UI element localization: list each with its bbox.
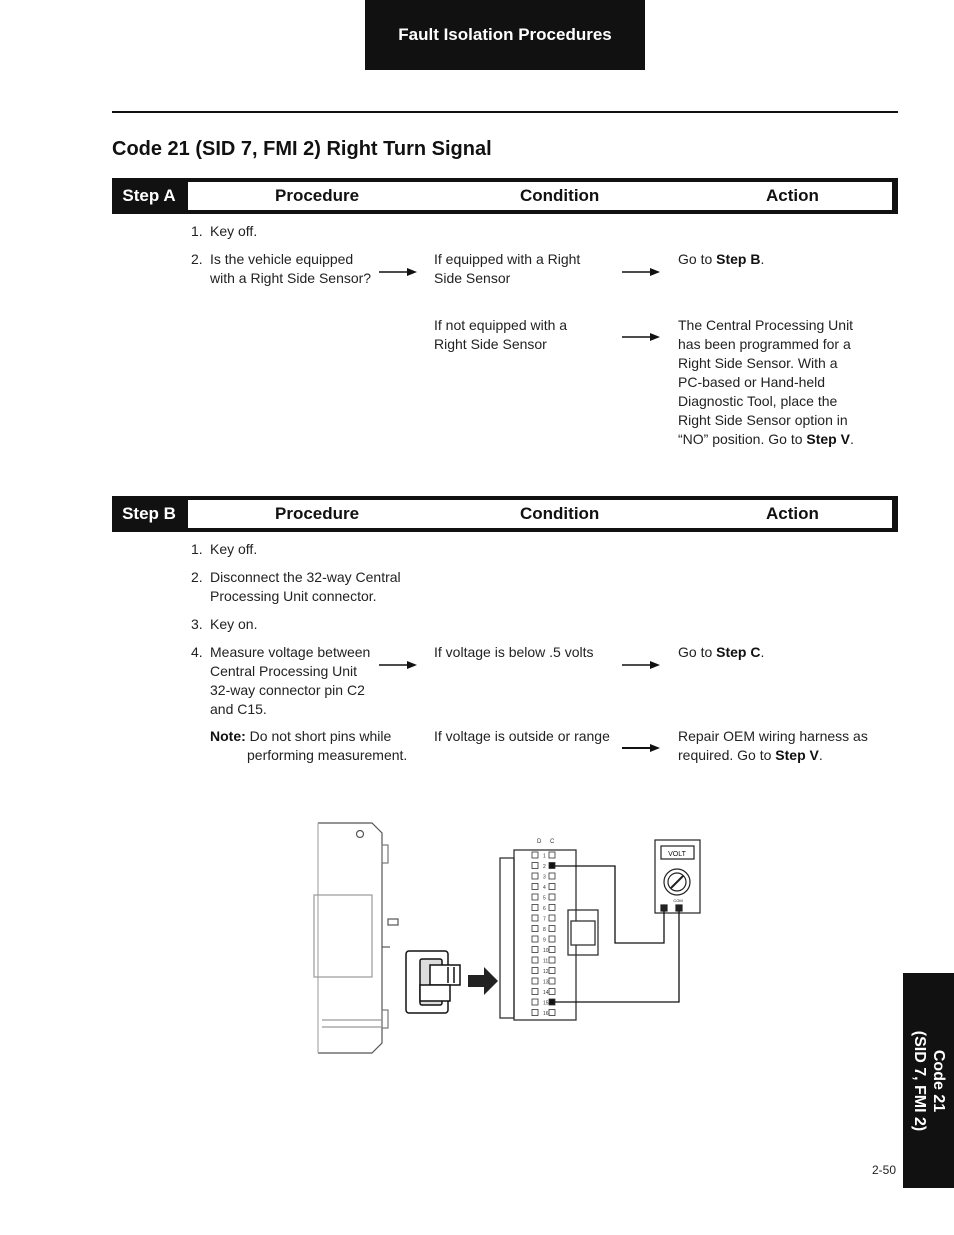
header-rule [112,111,898,113]
step-a-p1: Key off. [210,223,258,239]
step-b-a2: Repair OEM wiring harness as required. Go to Step V. [678,728,868,763]
pin-d [532,978,538,984]
pin-number: 5 [543,895,546,902]
pin-c [549,863,555,869]
pin-c [549,978,555,984]
header-tab-label: Fault Isolation Procedures [398,25,612,44]
pin-number: 16 [543,1011,549,1017]
arrow-icon [379,660,417,670]
pin-d [532,989,538,995]
step-b-columns [188,500,892,528]
pin-number: 2 [543,864,546,870]
pin-number: 11 [543,958,549,965]
condition-heading: Condition [520,186,600,205]
step-a-a2: The Central Processing Unit has been programmed for a Right Side Sensor. With a PC-based or Hand-held Diagnostic Tool, place the Right Side Sensor option in “NO” position. Go to Step V. [678,317,854,447]
pin-d [532,852,538,858]
step-a-label: Step A [122,186,176,205]
arrow-icon [622,660,660,670]
step-b-p4-num: 4. [191,644,203,660]
condition-heading: Condition [520,504,600,523]
pin-d [532,957,538,963]
pin-c [549,936,555,942]
pin-c [549,957,555,963]
pin-number: 13 [543,979,549,986]
column-c-label: C [550,839,555,845]
pin-c [549,947,555,953]
pin-c [549,989,555,995]
step-b-p3: Key on. [210,616,258,632]
step-b-header [112,496,898,532]
step-b-c2: If voltage is outside or range [434,728,610,744]
pin-d [532,915,538,921]
page-number: 2-50 [872,1163,897,1177]
pin-d [532,873,538,879]
pin-c [549,905,555,911]
step-b-label: Step B [122,504,176,523]
pin-d [532,999,538,1005]
step-b-p3-num: 3. [191,616,203,632]
step-a-p2-line2: with a Right Side Sensor? [210,270,372,286]
step-b-c1: If voltage is below .5 volts [434,644,594,660]
pin-c [549,1010,555,1016]
arrow-icon [622,267,660,277]
step-a-c2 [434,316,567,354]
step-a-c1-line1: If equipped with a Right [434,251,581,267]
note-label: Note: [210,728,246,744]
pin-number: 15 [543,1000,549,1007]
pin-c [549,999,555,1005]
pin-number: 12 [543,969,549,975]
step-a-p2-num: 2. [191,251,203,267]
harness-plug [406,951,460,1013]
arrow-icon [622,743,660,753]
step-a-p2 [210,250,371,288]
pin-c [549,894,555,900]
connector-diagram [310,815,710,1060]
pin-c [549,884,555,890]
header-tab [365,0,645,70]
section-side-tab [903,973,954,1188]
pin-c [549,968,555,974]
pin-d [532,884,538,890]
step-b-p1-num: 1. [191,541,203,557]
step-a-p1-num: 1. [191,223,203,239]
pin-d [532,863,538,869]
pin-c [549,915,555,921]
step-b-p4: Measure voltage between Central Processing Unit 32-way connector pin C2 and C15. [210,644,371,717]
pin-d [532,894,538,900]
pin-d [532,926,538,932]
arrow-icon [379,267,417,277]
pin-number: 9 [543,937,546,944]
pin-d [532,905,538,911]
pin-c [549,873,555,879]
step-a-a1: Go to Step B. [678,251,765,267]
pin-d [532,968,538,974]
procedure-heading: Procedure [275,186,360,205]
step-b-note: Note: Do not short pins while performing measurement. [210,728,408,763]
pin-d [532,936,538,942]
connector-pins [532,852,555,1017]
section-side-tab-text: Code 21 (SID 7, FMI 2) [910,1030,947,1131]
step-a-header [112,178,898,214]
step-a-c1 [434,250,580,288]
insert-arrow-icon [468,967,498,995]
action-heading: Action [766,504,819,523]
action-heading: Action [766,186,819,205]
column-d-label: D [537,839,542,845]
step-b-p2: Disconnect the 32-way Central Processing Unit connector. [210,569,401,604]
pin-c [549,852,555,858]
pin-number: 8 [543,927,546,933]
meter-com-label: COM [673,898,683,903]
step-a-c2-line1: If not equipped with a [434,317,568,333]
ecu-housing [314,823,398,1053]
pin-c [549,926,555,932]
pin-number: 4 [543,885,546,891]
pin-d [532,1010,538,1016]
step-a-columns [188,182,892,210]
pin-number: 6 [543,906,546,912]
step-a-c2-line2: Right Side Sensor [434,336,547,352]
step-b-p2-num: 2. [191,569,203,585]
page-title: Code 21 (SID 7, FMI 2) Right Turn Signal [112,138,492,160]
step-a-c1-line2: Side Sensor [434,270,511,286]
step-a-p2-line1: Is the vehicle equipped [210,251,354,267]
pin-d [532,947,538,953]
meter-label: VOLT [668,851,686,858]
pin-number: 14 [543,990,549,996]
arrow-icon [622,332,660,342]
pin-number: 3 [543,874,546,881]
step-b-a1: Go to Step C. [678,644,765,660]
step-b-p1: Key off. [210,541,258,557]
pin-number: 7 [543,916,546,923]
pin-number: 10 [543,948,549,954]
procedure-heading: Procedure [275,504,360,523]
pin-number: 1 [543,853,546,860]
